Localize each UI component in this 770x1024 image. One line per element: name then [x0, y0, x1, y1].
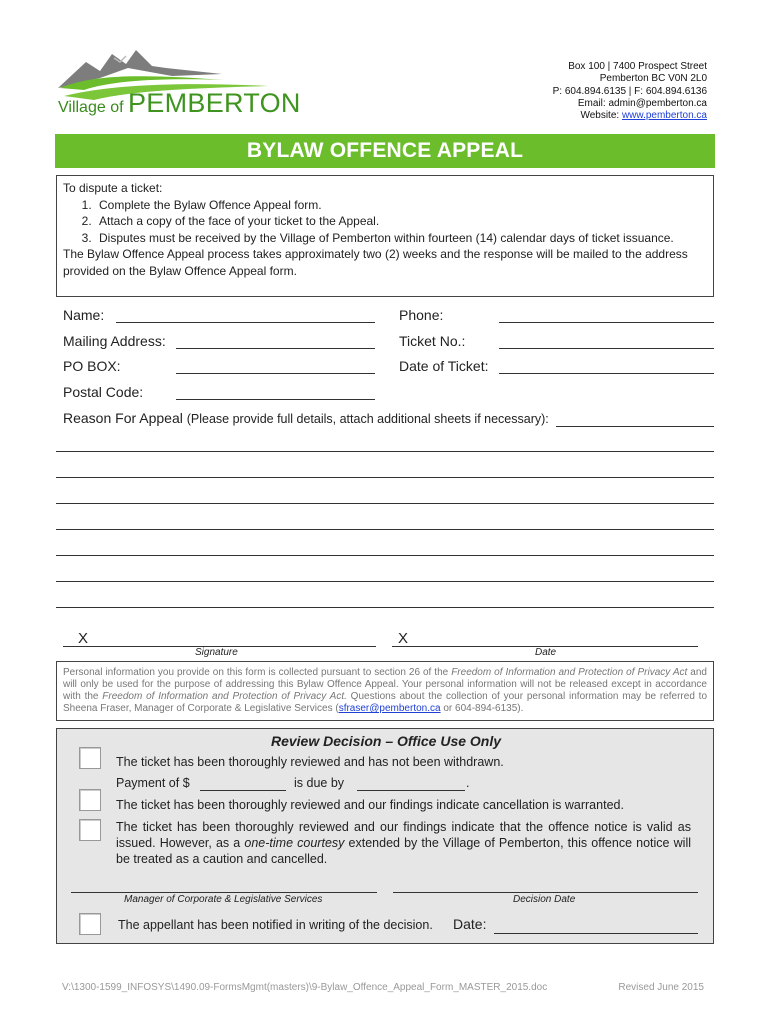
- courtesy-text: [116, 819, 691, 867]
- reason-for-appeal-label: [63, 410, 549, 426]
- notified-date-field[interactable]: [494, 933, 698, 934]
- logo-wordmark: [58, 88, 301, 119]
- logo-prefix: Village of: [58, 99, 124, 116]
- decision-date-caption: Decision Date: [513, 894, 576, 905]
- website-label: Website:: [580, 110, 622, 122]
- phone-field[interactable]: [499, 322, 714, 323]
- instructions-box: [56, 175, 714, 297]
- not-withdrawn-text: The ticket has been thoroughly reviewed and has not been withdrawn.: [116, 755, 504, 769]
- reason-hint: (Please provide full details, attach additional sheets if necessary):: [186, 412, 549, 426]
- reason-line[interactable]: [56, 581, 714, 582]
- payment-middle: is due by: [294, 776, 345, 790]
- mailing-address-label: Mailing Address:: [63, 333, 166, 349]
- reason-line[interactable]: [56, 451, 714, 452]
- po-box-field[interactable]: [176, 373, 375, 374]
- phone-label: Phone:: [399, 307, 444, 323]
- payment-amount-field[interactable]: [200, 790, 286, 791]
- reason-line[interactable]: [56, 477, 714, 478]
- privacy-text: Personal information you provide on this form is collected pursuant to section 26 of the: [63, 667, 452, 678]
- reason-line[interactable]: [56, 607, 714, 608]
- ticket-no-label: Ticket No.:: [399, 333, 466, 349]
- notified-checkbox[interactable]: [79, 913, 101, 935]
- payment-end: .: [466, 776, 470, 790]
- email-line: Email: admin@pemberton.ca: [577, 97, 707, 109]
- courtesy-text-part: The ticket has been thoroughly reviewed and our findings indicate that the offence notice is valid as issued. However, as a: [116, 820, 691, 850]
- privacy-email-link[interactable]: sfraser@pemberton.ca: [338, 703, 441, 714]
- date-x-mark: X: [398, 630, 409, 647]
- notified-date-label: Date:: [453, 916, 487, 932]
- date-caption: Date: [535, 647, 557, 658]
- reason-line[interactable]: [56, 555, 714, 556]
- form-title: BYLAW OFFENCE APPEAL: [55, 134, 715, 168]
- website-link[interactable]: www.pemberton.ca: [621, 110, 707, 122]
- reason-label: Reason For Appeal: [63, 410, 183, 426]
- footer-file-path: V:\1300-1599_INFOSYS\1490.09-FormsMgmt(masters)\9-Bylaw_Offence_Appeal_Form_MASTER_2015.doc: [62, 982, 548, 993]
- signature-caption: Signature: [195, 647, 238, 658]
- manager-signature-field[interactable]: [71, 892, 377, 893]
- privacy-act-title: Freedom of Information and Protection of Privacy Act: [451, 667, 688, 678]
- privacy-text: Questions about the collection of your personal information may be referred to Sheena Fraser, Manager of Corporate & Legislative Services (: [63, 691, 708, 714]
- date-of-ticket-field[interactable]: [499, 373, 714, 374]
- cancellation-text: The ticket has been thoroughly reviewed and our findings indicate cancellation is warranted.: [116, 798, 624, 812]
- reason-field-first-line[interactable]: [556, 426, 714, 427]
- privacy-text: and will only be used for the purpose of addressing this Bylaw Offence Appeal. Your personal information will not be released except in accordance with the: [63, 667, 707, 702]
- not-withdrawn-checkbox[interactable]: [79, 747, 101, 769]
- decision-date-field[interactable]: [393, 892, 698, 893]
- courtesy-text-part: extended by the Village of Pemberton, this offence notice will be treated as a caution and cancelled.: [116, 836, 691, 866]
- name-field[interactable]: [116, 322, 375, 323]
- address-line-1: Box 100 | 7400 Prospect Street: [568, 61, 707, 72]
- reason-line[interactable]: [56, 529, 714, 530]
- courtesy-checkbox[interactable]: [79, 819, 101, 841]
- privacy-act-title: Freedom of Information and Protection of Privacy Act.: [102, 691, 347, 702]
- phone-fax-line: P: 604.894.6135 | F: 604.894.6136: [552, 85, 707, 97]
- privacy-text: or 604-894-6135).: [440, 703, 524, 714]
- office-use-title: Review Decision – Office Use Only: [270, 733, 502, 749]
- manager-caption: Manager of Corporate & Legislative Services: [124, 894, 323, 905]
- notified-text: The appellant has been notified in writing of the decision.: [118, 918, 433, 932]
- instruction-step: 1. Complete the Bylaw Offence Appeal form.: [95, 197, 707, 214]
- instructions-intro: To dispute a ticket:: [63, 181, 163, 195]
- payment-due-date-field[interactable]: [357, 790, 465, 791]
- website-line: [553, 110, 707, 122]
- payment-prefix: Payment of $: [116, 776, 190, 790]
- footer-revised: Revised June 2015: [618, 982, 704, 993]
- office-use-box: [56, 728, 714, 944]
- cancellation-checkbox[interactable]: [79, 789, 101, 811]
- courtesy-emphasis: one-time courtesy: [244, 836, 345, 850]
- reason-line[interactable]: [56, 503, 714, 504]
- mailing-address-field[interactable]: [176, 348, 375, 349]
- privacy-notice: [56, 661, 714, 721]
- po-box-label: PO BOX:: [63, 358, 121, 374]
- instruction-step: 2. Attach a copy of the face of your ticket to the Appeal.: [95, 213, 707, 230]
- postal-code-field[interactable]: [176, 399, 375, 400]
- logo-name: PEMBERTON: [127, 88, 301, 118]
- instructions-note: The Bylaw Offence Appeal process takes approximately two (2) weeks and the response will be mailed to the address provided on the Bylaw Offence Appeal form.: [63, 247, 688, 278]
- date-of-ticket-label: Date of Ticket:: [399, 358, 489, 374]
- contact-block: [553, 61, 707, 122]
- ticket-no-field[interactable]: [499, 348, 714, 349]
- address-line-2: Pemberton BC V0N 2L0: [599, 73, 707, 85]
- postal-code-label: Postal Code:: [63, 384, 144, 400]
- signature-x-mark: X: [78, 630, 89, 647]
- name-label: Name:: [63, 307, 105, 323]
- instruction-step: 3. Disputes must be received by the Village of Pemberton within fourteen (14) calendar days of ticket issuance.: [95, 230, 707, 247]
- instructions-steps: [85, 197, 707, 247]
